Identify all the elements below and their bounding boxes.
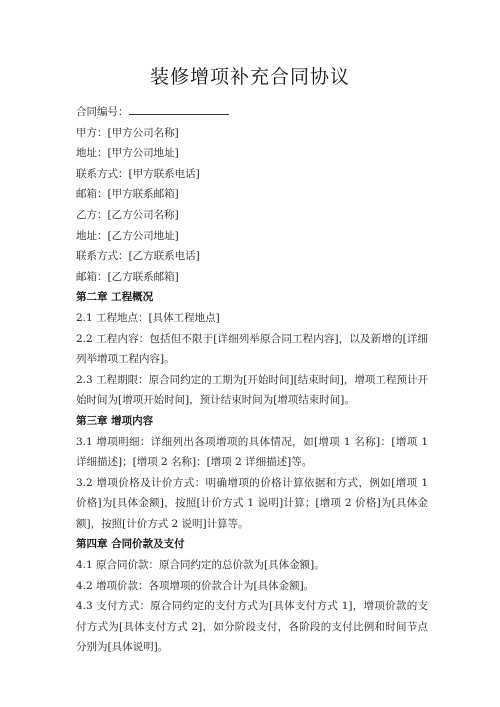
party-b-name: 乙方：[乙方公司名称] xyxy=(76,208,179,221)
document-title: 装修增项补充合同协议 xyxy=(149,66,350,88)
party-a-email: 邮箱：[甲方联系邮箱] xyxy=(76,188,179,201)
chapter-3-heading: 第三章 增项内容 xyxy=(76,414,154,427)
contract-number-label: 合同编号： xyxy=(76,106,129,118)
party-a-phone: 联系方式：[甲方联系电话] xyxy=(76,167,200,180)
clause-2-3: 2.3 工程期限：原合同约定的工期为[开始时间][结束时间]，增项工程预计开始时间为[增项开始时间]，预计结束时间为[增项结束时间]。 xyxy=(76,373,428,407)
clause-4-1: 4.1 原合同价款：原合同约定的总价款为[具体金额]。 xyxy=(76,559,325,572)
clause-2-2: 2.2 工程内容：包括但不限于[详细列举原合同工程内容]，以及新增的[详细列举增项工程内容]。 xyxy=(76,332,428,366)
clause-3-2: 3.2 增项价格及计价方式：明确增项的价格计算依据和方式，例如[增项 1 价格]为[具体金额]，按照[计价方式 1 说明]计算；[增项 2 价格]为[具体金额]，按照[计价方式 2 说明]计算等。 xyxy=(76,476,428,530)
clause-4-3: 4.3 支付方式：原合同约定的支付方式为[具体支付方式 1]，增项价款的支付方式为[具体支付方式 2]，如分阶段支付，各阶段的支付比例和时间节点分别为[具体说明]。 xyxy=(76,600,428,654)
clause-3-1: 3.1 增项明细：详细列出各项增项的具体情况，如[增项 1 名称]：[增项 1 详细描述]；[增项 2 名称]：[增项 2 详细描述]等。 xyxy=(76,435,428,469)
document-body xyxy=(76,102,428,658)
party-a-name: 甲方：[甲方公司名称] xyxy=(76,126,179,139)
party-b-phone: 联系方式：[乙方联系电话] xyxy=(76,250,200,263)
chapter-4-heading: 第四章 合同价款及支付 xyxy=(76,538,185,551)
party-b-address: 地址：[乙方公司地址] xyxy=(76,229,179,242)
chapter-2-heading: 第二章 工程概况 xyxy=(76,291,154,304)
clause-2-1: 2.1 工程地点：[具体工程地点] xyxy=(76,311,220,324)
contract-number-blank xyxy=(129,102,229,115)
party-b-email: 邮箱：[乙方联系邮箱] xyxy=(76,270,179,283)
clause-4-2: 4.2 增项价款：各项增项的价款合计为[具体金额]。 xyxy=(76,579,315,592)
contract-number-line xyxy=(76,102,428,123)
party-a-address: 地址：[甲方公司地址] xyxy=(76,147,179,160)
